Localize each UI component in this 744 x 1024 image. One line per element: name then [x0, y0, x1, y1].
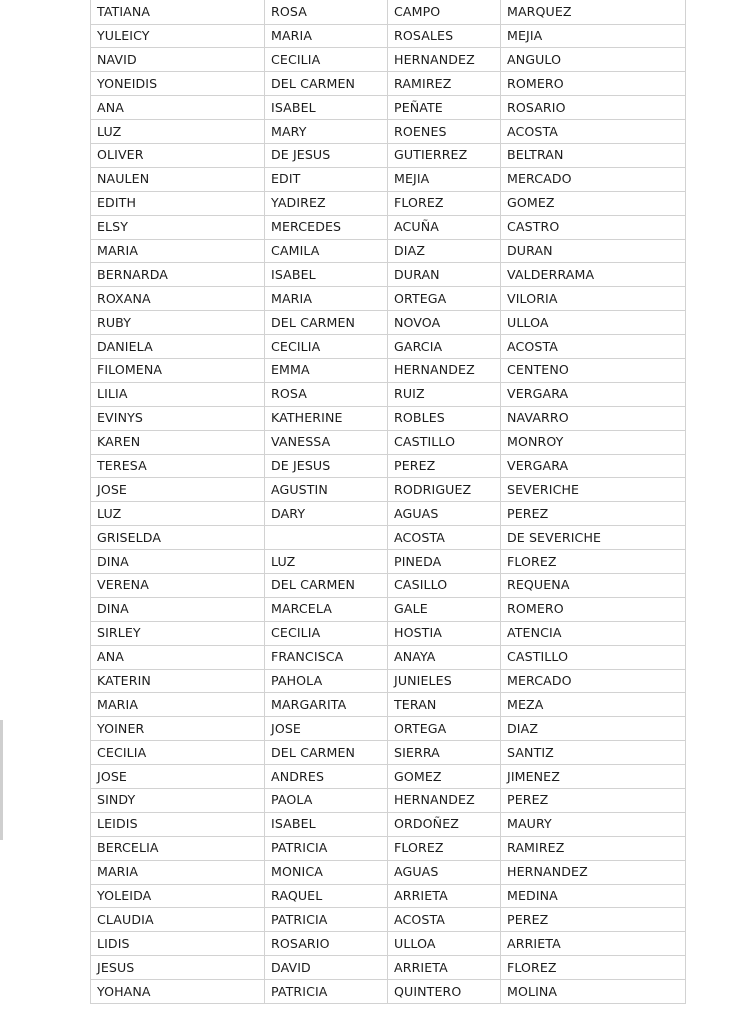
first-name-cell: NAULEN [91, 167, 265, 191]
second-surname-cell: PEREZ [501, 908, 686, 932]
middle-name-cell: KATHERINE [265, 406, 388, 430]
first-surname-cell: GARCIA [388, 335, 501, 359]
table-row [91, 812, 686, 836]
table-row [91, 239, 686, 263]
table-row [91, 693, 686, 717]
table-row [91, 0, 686, 24]
first-surname-cell: DIAZ [388, 239, 501, 263]
middle-name-cell: DEL CARMEN [265, 311, 388, 335]
first-surname-cell: DURAN [388, 263, 501, 287]
second-surname-cell: ANGULO [501, 48, 686, 72]
first-surname-cell: ANAYA [388, 645, 501, 669]
table-row [91, 932, 686, 956]
middle-name-cell: ROSA [265, 382, 388, 406]
table-row [91, 167, 686, 191]
first-surname-cell: NOVOA [388, 311, 501, 335]
first-surname-cell: AGUAS [388, 502, 501, 526]
table-row [91, 120, 686, 144]
middle-name-cell: JOSE [265, 717, 388, 741]
first-surname-cell: ACOSTA [388, 526, 501, 550]
second-surname-cell: ULLOA [501, 311, 686, 335]
table-row [91, 765, 686, 789]
first-name-cell: DINA [91, 597, 265, 621]
middle-name-cell: DE JESUS [265, 143, 388, 167]
table-row [91, 741, 686, 765]
second-surname-cell: SANTIZ [501, 741, 686, 765]
middle-name-cell: PATRICIA [265, 908, 388, 932]
table-row [91, 311, 686, 335]
table-row [91, 454, 686, 478]
middle-name-cell: EMMA [265, 358, 388, 382]
first-name-cell: EVINYS [91, 406, 265, 430]
first-name-cell: ANA [91, 645, 265, 669]
table-row [91, 24, 686, 48]
second-surname-cell: CASTILLO [501, 645, 686, 669]
first-name-cell: ANA [91, 96, 265, 120]
second-surname-cell: ACOSTA [501, 335, 686, 359]
second-surname-cell: SEVERICHE [501, 478, 686, 502]
middle-name-cell: CECILIA [265, 621, 388, 645]
second-surname-cell: VERGARA [501, 382, 686, 406]
second-surname-cell: BELTRAN [501, 143, 686, 167]
first-name-cell: JOSE [91, 765, 265, 789]
middle-name-cell: EDIT [265, 167, 388, 191]
second-surname-cell: DURAN [501, 239, 686, 263]
second-surname-cell: ROSARIO [501, 96, 686, 120]
second-surname-cell: VALDERRAMA [501, 263, 686, 287]
first-surname-cell: ACUÑA [388, 215, 501, 239]
first-surname-cell: HOSTIA [388, 621, 501, 645]
middle-name-cell [265, 526, 388, 550]
middle-name-cell: DEL CARMEN [265, 72, 388, 96]
second-surname-cell: MEZA [501, 693, 686, 717]
first-surname-cell: ROSALES [388, 24, 501, 48]
first-name-cell: VERENA [91, 573, 265, 597]
middle-name-cell: ANDRES [265, 765, 388, 789]
first-name-cell: JESUS [91, 956, 265, 980]
second-surname-cell: ROMERO [501, 597, 686, 621]
middle-name-cell: DARY [265, 502, 388, 526]
second-surname-cell: FLOREZ [501, 956, 686, 980]
middle-name-cell: ROSA [265, 0, 388, 24]
first-surname-cell: PINEDA [388, 550, 501, 574]
second-surname-cell: CENTENO [501, 358, 686, 382]
first-name-cell: TATIANA [91, 0, 265, 24]
middle-name-cell: MONICA [265, 860, 388, 884]
first-surname-cell: ULLOA [388, 932, 501, 956]
table-row [91, 645, 686, 669]
second-surname-cell: ARRIETA [501, 932, 686, 956]
middle-name-cell: PAOLA [265, 789, 388, 813]
table-row [91, 430, 686, 454]
second-surname-cell: CASTRO [501, 215, 686, 239]
first-name-cell: SINDY [91, 789, 265, 813]
first-name-cell: BERNARDA [91, 263, 265, 287]
second-surname-cell: MERCADO [501, 167, 686, 191]
first-surname-cell: ARRIETA [388, 956, 501, 980]
first-name-cell: ROXANA [91, 287, 265, 311]
table-row [91, 789, 686, 813]
first-name-cell: MARIA [91, 693, 265, 717]
second-surname-cell: JIMENEZ [501, 765, 686, 789]
first-name-cell: SIRLEY [91, 621, 265, 645]
second-surname-cell: MAURY [501, 812, 686, 836]
table-row [91, 860, 686, 884]
first-name-cell: GRISELDA [91, 526, 265, 550]
first-surname-cell: CASILLO [388, 573, 501, 597]
table-row [91, 908, 686, 932]
first-surname-cell: ORTEGA [388, 717, 501, 741]
table-row [91, 263, 686, 287]
second-surname-cell: MONROY [501, 430, 686, 454]
second-surname-cell: VILORIA [501, 287, 686, 311]
middle-name-cell: ROSARIO [265, 932, 388, 956]
first-name-cell: LIDIS [91, 932, 265, 956]
first-surname-cell: AGUAS [388, 860, 501, 884]
middle-name-cell: ISABEL [265, 96, 388, 120]
first-name-cell: DANIELA [91, 335, 265, 359]
second-surname-cell: MEJIA [501, 24, 686, 48]
first-surname-cell: HERNANDEZ [388, 358, 501, 382]
first-name-cell: ELSY [91, 215, 265, 239]
middle-name-cell: ISABEL [265, 263, 388, 287]
middle-name-cell: MARGARITA [265, 693, 388, 717]
middle-name-cell: DEL CARMEN [265, 741, 388, 765]
first-surname-cell: ROBLES [388, 406, 501, 430]
first-name-cell: LEIDIS [91, 812, 265, 836]
first-name-cell: TERESA [91, 454, 265, 478]
first-surname-cell: ARRIETA [388, 884, 501, 908]
first-name-cell: FILOMENA [91, 358, 265, 382]
middle-name-cell: MARCELA [265, 597, 388, 621]
first-surname-cell: FLOREZ [388, 836, 501, 860]
middle-name-cell: MARIA [265, 24, 388, 48]
first-name-cell: LUZ [91, 120, 265, 144]
table-row [91, 48, 686, 72]
table-row [91, 382, 686, 406]
table-row [91, 836, 686, 860]
table-row [91, 621, 686, 645]
first-name-cell: KAREN [91, 430, 265, 454]
second-surname-cell: NAVARRO [501, 406, 686, 430]
middle-name-cell: FRANCISCA [265, 645, 388, 669]
first-surname-cell: ACOSTA [388, 908, 501, 932]
middle-name-cell: MARY [265, 120, 388, 144]
first-name-cell: YULEICY [91, 24, 265, 48]
middle-name-cell: AGUSTIN [265, 478, 388, 502]
table-row [91, 669, 686, 693]
table-row [91, 502, 686, 526]
table-row [91, 72, 686, 96]
second-surname-cell: MOLINA [501, 980, 686, 1004]
first-name-cell: RUBY [91, 311, 265, 335]
table-row [91, 406, 686, 430]
first-surname-cell: QUINTERO [388, 980, 501, 1004]
second-surname-cell: ATENCIA [501, 621, 686, 645]
table-row [91, 573, 686, 597]
first-name-cell: LILIA [91, 382, 265, 406]
second-surname-cell: MERCADO [501, 669, 686, 693]
first-name-cell: CLAUDIA [91, 908, 265, 932]
first-name-cell: DINA [91, 550, 265, 574]
table-row [91, 980, 686, 1004]
second-surname-cell: HERNANDEZ [501, 860, 686, 884]
first-surname-cell: CAMPO [388, 0, 501, 24]
first-surname-cell: FLOREZ [388, 191, 501, 215]
first-surname-cell: ROENES [388, 120, 501, 144]
table-row [91, 884, 686, 908]
first-surname-cell: MEJIA [388, 167, 501, 191]
middle-name-cell: PATRICIA [265, 836, 388, 860]
first-surname-cell: ORTEGA [388, 287, 501, 311]
table-row [91, 478, 686, 502]
middle-name-cell: VANESSA [265, 430, 388, 454]
first-surname-cell: HERNANDEZ [388, 48, 501, 72]
second-surname-cell: RAMIREZ [501, 836, 686, 860]
middle-name-cell: PATRICIA [265, 980, 388, 1004]
first-surname-cell: ORDOÑEZ [388, 812, 501, 836]
first-name-cell: YONEIDIS [91, 72, 265, 96]
table-row [91, 526, 686, 550]
second-surname-cell: PEREZ [501, 502, 686, 526]
first-name-cell: CECILIA [91, 741, 265, 765]
middle-name-cell: LUZ [265, 550, 388, 574]
first-surname-cell: PEÑATE [388, 96, 501, 120]
first-name-cell: KATERIN [91, 669, 265, 693]
second-surname-cell: DE SEVERICHE [501, 526, 686, 550]
table-row [91, 550, 686, 574]
first-name-cell: YOHANA [91, 980, 265, 1004]
middle-name-cell: CECILIA [265, 48, 388, 72]
second-surname-cell: ROMERO [501, 72, 686, 96]
second-surname-cell: DIAZ [501, 717, 686, 741]
second-surname-cell: REQUENA [501, 573, 686, 597]
second-surname-cell: GOMEZ [501, 191, 686, 215]
first-surname-cell: GALE [388, 597, 501, 621]
second-surname-cell: PEREZ [501, 789, 686, 813]
second-surname-cell: VERGARA [501, 454, 686, 478]
table-row [91, 335, 686, 359]
first-name-cell: OLIVER [91, 143, 265, 167]
table-row [91, 358, 686, 382]
table-row [91, 143, 686, 167]
first-name-cell: YOLEIDA [91, 884, 265, 908]
name-list-document [90, 0, 685, 1010]
names-table-body [91, 0, 686, 1004]
first-name-cell: BERCELIA [91, 836, 265, 860]
page-edge-shadow [0, 720, 3, 840]
middle-name-cell: YADIREZ [265, 191, 388, 215]
first-surname-cell: JUNIELES [388, 669, 501, 693]
middle-name-cell: DE JESUS [265, 454, 388, 478]
first-name-cell: YOINER [91, 717, 265, 741]
first-surname-cell: RAMIREZ [388, 72, 501, 96]
middle-name-cell: ISABEL [265, 812, 388, 836]
first-surname-cell: RODRIGUEZ [388, 478, 501, 502]
table-row [91, 287, 686, 311]
first-name-cell: NAVID [91, 48, 265, 72]
first-name-cell: EDITH [91, 191, 265, 215]
table-row [91, 717, 686, 741]
first-surname-cell: GUTIERREZ [388, 143, 501, 167]
second-surname-cell: FLOREZ [501, 550, 686, 574]
middle-name-cell: RAQUEL [265, 884, 388, 908]
first-name-cell: JOSE [91, 478, 265, 502]
first-name-cell: LUZ [91, 502, 265, 526]
table-row [91, 191, 686, 215]
middle-name-cell: CECILIA [265, 335, 388, 359]
middle-name-cell: DEL CARMEN [265, 573, 388, 597]
second-surname-cell: MARQUEZ [501, 0, 686, 24]
first-name-cell: MARIA [91, 239, 265, 263]
first-surname-cell: RUIZ [388, 382, 501, 406]
first-surname-cell: GOMEZ [388, 765, 501, 789]
second-surname-cell: ACOSTA [501, 120, 686, 144]
middle-name-cell: DAVID [265, 956, 388, 980]
table-row [91, 597, 686, 621]
table-row [91, 215, 686, 239]
names-table [90, 0, 686, 1004]
first-surname-cell: TERAN [388, 693, 501, 717]
first-name-cell: MARIA [91, 860, 265, 884]
first-surname-cell: PEREZ [388, 454, 501, 478]
first-surname-cell: HERNANDEZ [388, 789, 501, 813]
table-row [91, 956, 686, 980]
middle-name-cell: MERCEDES [265, 215, 388, 239]
second-surname-cell: MEDINA [501, 884, 686, 908]
middle-name-cell: MARIA [265, 287, 388, 311]
middle-name-cell: CAMILA [265, 239, 388, 263]
table-row [91, 96, 686, 120]
first-surname-cell: SIERRA [388, 741, 501, 765]
first-surname-cell: CASTILLO [388, 430, 501, 454]
middle-name-cell: PAHOLA [265, 669, 388, 693]
